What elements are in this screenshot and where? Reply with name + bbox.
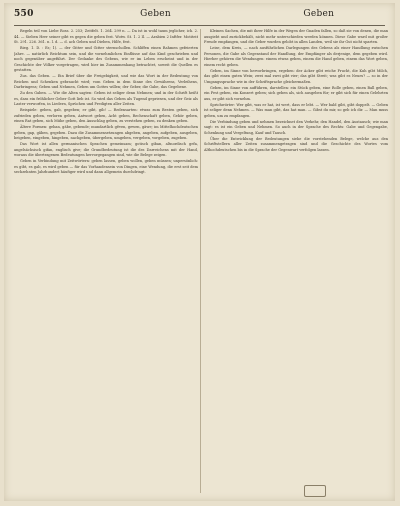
paragraph: Geben, im Sinne von hervorbringen, ergeben: der Acker gibt reiche Frucht, die Kuh gibt Milch, das gibt einen guten Wein; zwei mal zwei gibt vier; das gibt Streit; was gibt es Neues? — so in der Umgangssprache wie in der Schriftsprache gleichermaßen. (204, 68, 388, 84)
paragraph: Über die Entwicklung der Bedeutungen siehe die vorstehenden Belege, welche aus den Schriftstellern aller Zeiten zusammengetragen sind und die Geschichte des Wortes vom Althochdeutschen bis in die Sprache der Gegenwart verfolgen lassen. (204, 136, 388, 152)
paragraph: Die Verbindung geben und nehmen bezeichnet den Verkehr, den Handel, den Austausch; wie man sagt: es ist ein Geben und Nehmen. So auch in der Sprache des Rechts: Gabe und Gegengabe, Schenkung und Vergeltung, Kauf und Tausch. (204, 119, 388, 135)
paragraph: Regeln teil von Liebe Ross. 2. 253; Zeitfelt. 1. 264. 299 n. — Da ist in wohl taum jeglicher, ich. 2. 44. — Sieben Herr seiner gibt es gegen die geben fest. Wotw. St. 1. 2 Il. — Arabien 2 Inftfer. Motiteit St. 291. 226. 361. n. l. d. — d. ach Geben und Dieben, Hilfe, fest. (14, 29, 198, 44)
column-divider (200, 29, 201, 493)
left-column (14, 29, 198, 493)
paragraph: Leise, dem Kreis, — nach ausführlichen Darlegungen des Gebens als einer Handlung zwischen Personen, die Gabe als Gegenstand der Handlung, der Empfänger als derjenige, dem gegeben wird. Hierher gehören die Wendungen: einem etwas geben, einem die Hand geben, einem das Wort geben, einem recht geben. (204, 46, 388, 67)
right-column (204, 29, 388, 493)
library-stamp (304, 485, 326, 497)
paragraph: Sprichwörter: Wer gibt, was er hat, ist wert, dass er lebt. — Wer bald gibt, gibt doppelt. — Geben ist seliger denn Nehmen. — Was man gibt, das hat man. — Gibst du mir, so geb ich dir. — Man muss geben, um zu empfangen. (204, 102, 388, 118)
dictionary-page (4, 3, 395, 501)
running-head-right: Geben (303, 9, 335, 19)
paragraph: Geben, im Sinne von aufführen, darstellen: ein Stück geben, eine Rolle geben, einen Ball geben, ein Fest geben, ein Konzert geben; sich geben als, sich ausgeben für; er gibt sich für einen Gelehrten aus, er gibt sich vornehm. (204, 85, 388, 101)
running-head-left: Geben (140, 9, 172, 19)
paragraph: Bieg. 1. D. : Es; 1). — der Gitter und Gitter sternschollen. Schliffen einen Rahmen gefeierten Jahre. — natürlich Reichtum sein, und die vornehmlichen Einflüsse auf das Kind geschrieben und noch gegenüber angeführt. Der Gedanke des Gebens, wie er im Leben erscheint und in der Geschichte der Völker vorgetragen, wird hier im Zusammenhang betrachtet, soweit die Quellen es gestatten. (14, 46, 198, 72)
paragraph: Das Wort ist allen germanischen Sprachen gemeinsam; gotisch giban, altnordisch gefa, angelsächsisch gifan, englisch give; die Grundbedeutung ist die des Darreichens mit der Hand, woraus die übertragenen Bedeutungen hervorgegangen sind, wie die Belege zeigen. (14, 142, 198, 157)
page-header (14, 9, 385, 23)
paragraph: Kleinen Sachen, die mit ihrer Hilfe in der Wegen der Gnaden fallen, so daß sie von denen, die man ausgiebt und zurückbehält, nicht mehr unterschieden werden können. Diese Gabe ward mit großer Freude empfangen, und die Geber wurden gelobt in allen Landen, weil sie ihr Gut nicht sparten. (204, 29, 388, 44)
paragraph: Beispiele: geben, gab, gegeben; er gibt, gib! — Redensarten: etwas zum Besten geben, sich zufrieden geben, verloren geben, Antwort geben, Acht geben, Rechenschaft geben, Gehör geben, einen Rat geben, sich Mühe geben, den Ausschlag geben, zu verstehen geben, zu denken geben. (14, 108, 198, 123)
paragraph: Ältere Formen: geban, gäbe, gebende; mundartlich gêven, gewen, gäwe; im Mittelhochdeutschen geben, gap, gâben, gegeben. Dazu die Zusammensetzungen abgeben, angeben, aufgeben, ausgeben, beigeben, eingeben, hingeben, nachgeben, übergeben, umgeben, vergeben, vorgeben, zugeben. (14, 125, 198, 140)
header-rule (14, 25, 385, 26)
paragraph: Geben in Verbindung mit Zeitwörtern: geben lassen, geben wollen, geben müssen; unpersönlich: es gibt, es gab, es wird geben — für das Vorhandensein von Dingen, eine Wendung, die erst seit dem sechzehnten Jahrhundert häufiger wird und dann allgemein durchdringt. (14, 159, 198, 174)
page-number: 550 (14, 9, 34, 19)
paragraph: Zu den Gaben. — Wie die Alten sagten: Geben ist seliger denn Nehmen; und in der Schrift heißt es, dass ein fröhlicher Geber Gott lieb ist. So wird das Geben als Tugend gepriesen, und der Geiz als Laster verworfen, in Liedern, Sprüchen und Predigten aller Zeiten. (14, 91, 198, 106)
paragraph: Zus. das Geben. — Ein Brief über die Freigebigkeit, und wie das Wort in der Bedeutung von Reichen und Schenken gebraucht wird; vom Geben in dem Sinne des Gewährens, Verleihens, Darbringens; Geben und Nehmen, Geben um Gottes willen; der Geber, die Gabe, das Gegebene. (14, 74, 198, 89)
